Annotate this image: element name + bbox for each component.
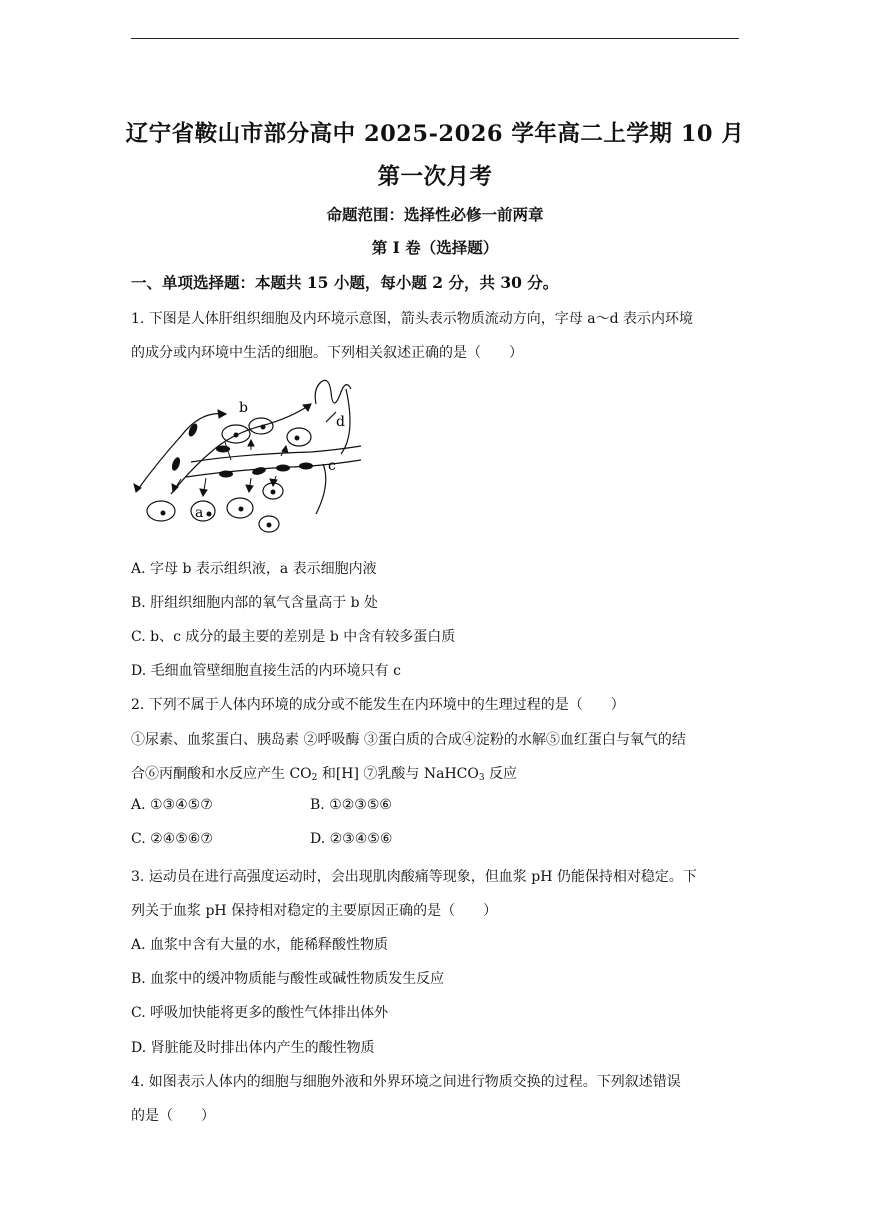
- q3-stem-line1: 3. 运动员在进行高强度运动时，会出现肌肉酸痛等现象，但血浆 pH 仍能保持相对稳定。下: [131, 869, 697, 885]
- q3-option-b: B. 血浆中的缓冲物质能与酸性或碱性物质发生反应: [131, 971, 445, 987]
- q2-items-line1: ①尿素、血浆蛋白、胰岛素 ②呼吸酶 ③蛋白质的合成④淀粉的水解⑤血红蛋白与氧气的结: [131, 732, 686, 748]
- label-c: c: [328, 458, 336, 474]
- q2-option-c: C. ②④⑤⑥⑦: [131, 831, 213, 847]
- q3-option-a: A. 血浆中含有大量的水，能稀释酸性物质: [131, 937, 389, 953]
- q1-option-b: B. 肝组织细胞内部的氧气含量高于 b 处: [131, 595, 379, 611]
- q2-items-line2: 合⑥丙酮酸和水反应产生 $CO_2$ 和[H] ⑦乳酸与 NaHCO$_3$ 反应: [131, 766, 518, 783]
- section-heading: 一、单项选择题：本题共 15 小题，每小题 2 分，共 30 分。: [131, 273, 559, 292]
- volume-heading: 第 I 卷（选择题）: [371, 238, 499, 257]
- q2-option-a: A. ①③④⑤⑦: [131, 797, 213, 813]
- q1-option-d: D. 毛细血管壁细胞直接生活的内环境只有 c: [131, 663, 401, 679]
- exam-title-line1: 辽宁省鞍山市部分高中 2025-2026 学年高二上学期 10 月: [125, 121, 745, 147]
- exam-title-line2: 第一次月考: [377, 164, 493, 190]
- q2-stem: 2. 下列不属于人体内环境的成分或不能发生在内环境中的生理过程的是（ ）: [131, 697, 625, 713]
- label-d: d: [336, 414, 345, 430]
- q1-stem-line2: 的成分或内环境中生活的细胞。下列相关叙述正确的是（ ）: [131, 345, 523, 361]
- q2-option-d: D. ②③④⑤⑥: [310, 831, 393, 847]
- exam-scope: 命题范围：选择性必修一前两章: [326, 205, 544, 224]
- q2-option-b: B. ①②③⑤⑥: [310, 797, 392, 813]
- q4-stem-line1: 4. 如图表示人体内的细胞与细胞外液和外界环境之间进行物质交换的过程。下列叙述错误: [131, 1074, 681, 1090]
- label-a: a: [195, 505, 204, 521]
- liver-tissue-diagram: [131, 374, 366, 534]
- q1-option-a: A. 字母 b 表示组织液，a 表示细胞内液: [131, 561, 377, 577]
- q4-stem-line2: 的是（ ）: [131, 1108, 215, 1124]
- header-rule: [131, 38, 739, 39]
- q1-option-c: C. b、c 成分的最主要的差别是 b 中含有较多蛋白质: [131, 629, 456, 645]
- q3-stem-line2: 列关于血浆 pH 保持相对稳定的主要原因正确的是（ ）: [131, 903, 498, 919]
- q3-option-d: D. 肾脏能及时排出体内产生的酸性物质: [131, 1040, 375, 1056]
- q1-stem-line1: 1. 下图是人体肝组织细胞及内环境示意图，箭头表示物质流动方向，字母 a～d 表示内环境: [131, 311, 694, 327]
- label-b: b: [239, 400, 248, 416]
- q3-option-c: C. 呼吸加快能将更多的酸性气体排出体外: [131, 1005, 389, 1021]
